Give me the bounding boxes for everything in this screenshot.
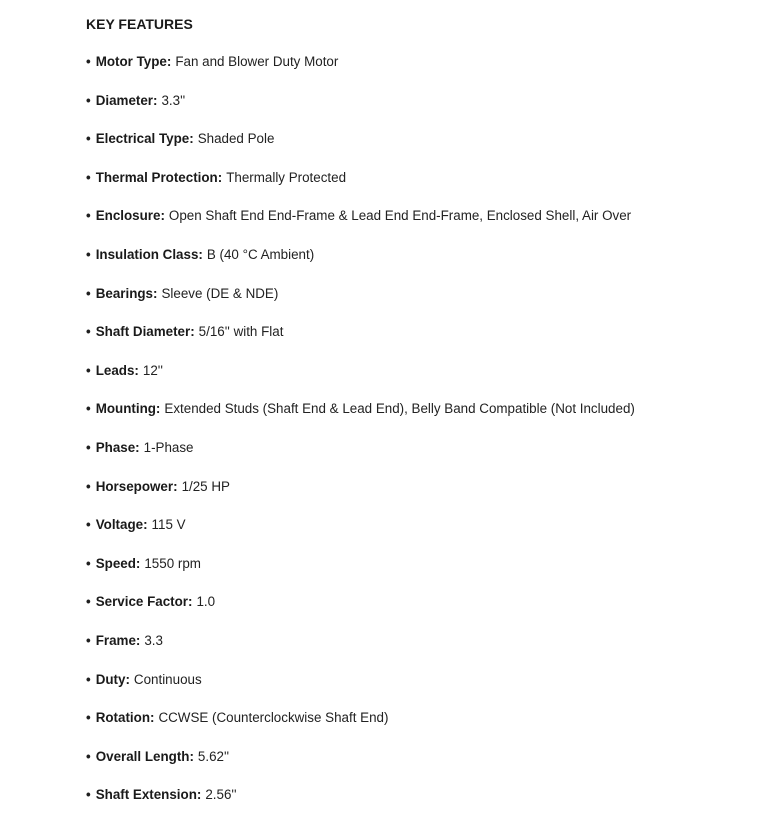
feature-list-item — [86, 545, 737, 584]
feature-label: Phase: — [95, 439, 140, 455]
feature-list-item — [86, 583, 737, 622]
feature-list-item — [86, 776, 737, 815]
bullet-glyph: • — [86, 632, 91, 648]
feature-label: Bearings: — [95, 285, 158, 301]
feature-value: 3.3'' — [161, 92, 186, 108]
feature-list-item — [86, 275, 737, 314]
feature-list-item — [86, 159, 737, 198]
feature-list-item — [86, 352, 737, 391]
feature-value: 12'' — [142, 362, 163, 378]
feature-list-item — [86, 82, 737, 121]
feature-value: Shaded Pole — [197, 131, 275, 147]
bullet-glyph: • — [86, 92, 91, 108]
feature-value: Sleeve (DE & NDE) — [161, 285, 279, 301]
feature-list-item — [86, 661, 737, 700]
feature-list-item — [86, 429, 737, 468]
feature-list-item — [86, 120, 737, 159]
bullet-glyph: • — [86, 555, 91, 571]
feature-value: CCWSE (Counterclockwise Shaft End) — [158, 710, 389, 726]
section-heading: KEY FEATURES — [86, 16, 193, 32]
feature-list-item — [86, 699, 737, 738]
bullet-glyph: • — [86, 246, 91, 262]
feature-list-item — [86, 313, 737, 352]
feature-label: Rotation: — [95, 710, 155, 726]
feature-label: Thermal Protection: — [95, 169, 223, 185]
bullet-glyph: • — [86, 439, 91, 455]
feature-label: Mounting: — [95, 401, 161, 417]
bullet-glyph: • — [86, 748, 91, 764]
feature-label: Electrical Type: — [95, 131, 194, 147]
feature-list-item — [86, 468, 737, 507]
feature-value: 1-Phase — [143, 439, 194, 455]
bullet-glyph: • — [86, 131, 91, 147]
feature-label: Frame: — [95, 632, 141, 648]
feature-list-item — [86, 197, 737, 236]
feature-label: Speed: — [95, 555, 141, 571]
feature-list-item — [86, 738, 737, 777]
feature-value: 2.56'' — [205, 787, 237, 803]
bullet-glyph: • — [86, 208, 91, 224]
bullet-glyph: • — [86, 324, 91, 340]
bullet-glyph: • — [86, 517, 91, 533]
bullet-glyph: • — [86, 54, 91, 69]
feature-value: 5.62'' — [197, 748, 230, 764]
feature-value: 5/16'' with Flat — [198, 324, 284, 340]
feature-label: Voltage: — [95, 517, 148, 533]
feature-list-item — [86, 390, 737, 429]
feature-value: 3.3 — [144, 632, 163, 648]
feature-value: Extended Studs (Shaft End & Lead End), Belly Band Compatible (Not Included) — [164, 401, 635, 417]
feature-list-item — [86, 43, 737, 82]
bullet-glyph: • — [86, 787, 91, 803]
feature-label: Shaft Diameter: — [95, 324, 195, 340]
bullet-glyph: • — [86, 401, 91, 417]
feature-label: Overall Length: — [95, 748, 194, 764]
feature-list-item — [86, 236, 737, 275]
bullet-glyph: • — [86, 285, 91, 301]
bullet-glyph: • — [86, 478, 91, 494]
feature-value: Open Shaft End End-Frame & Lead End End-Frame, Enclosed Shell, Air Over — [168, 208, 632, 224]
feature-value: 1550 rpm — [144, 555, 201, 571]
feature-label: Service Factor: — [95, 594, 193, 610]
feature-value: 1.0 — [196, 594, 216, 610]
feature-label: Diameter: — [95, 92, 158, 108]
bullet-glyph: • — [86, 710, 91, 726]
feature-value: B (40 °C Ambient) — [206, 246, 315, 262]
bullet-glyph: • — [86, 169, 91, 185]
feature-value: 1/25 HP — [181, 478, 230, 494]
feature-label: Motor Type: — [95, 54, 172, 69]
bullet-glyph: • — [86, 671, 91, 687]
feature-label: Shaft Extension: — [95, 787, 202, 803]
feature-label: Horsepower: — [95, 478, 178, 494]
features-list — [86, 43, 737, 815]
feature-value: Fan and Blower Duty Motor — [175, 54, 339, 69]
feature-value: Continuous — [133, 671, 202, 687]
feature-list-item — [86, 622, 737, 661]
feature-label: Insulation Class: — [95, 246, 203, 262]
feature-label: Duty: — [95, 671, 130, 687]
bullet-glyph: • — [86, 362, 91, 378]
feature-value: 115 V — [151, 517, 186, 533]
feature-value: Thermally Protected — [226, 169, 347, 185]
feature-list-item — [86, 506, 737, 545]
feature-label: Enclosure: — [95, 208, 165, 224]
feature-label: Leads: — [95, 362, 139, 378]
bullet-glyph: • — [86, 594, 91, 610]
